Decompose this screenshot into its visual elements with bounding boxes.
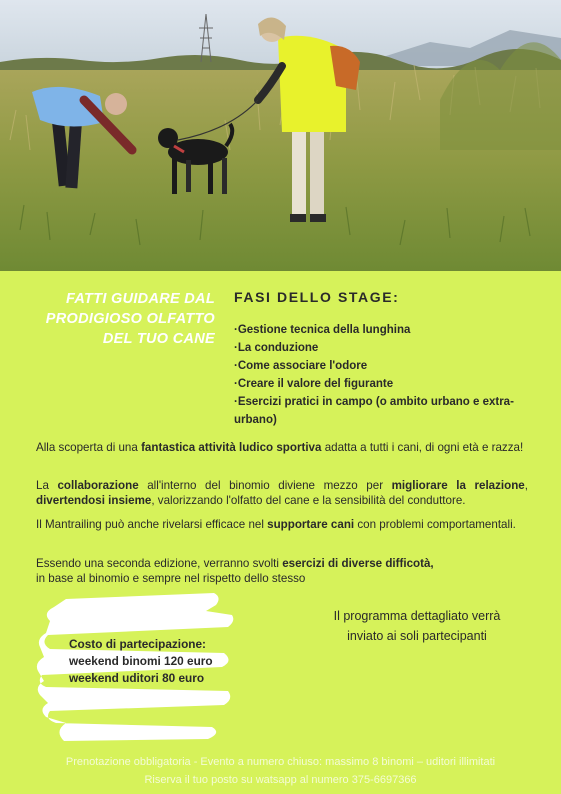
intro-paragraph xyxy=(36,441,528,456)
text-span: , xyxy=(524,479,528,492)
program-line: Il programma dettagliato verrà xyxy=(333,609,501,623)
text-span: con problemi comportamentali. xyxy=(354,518,516,531)
cost-title: Costo di partecipazione: xyxy=(69,637,206,651)
tagline-line: FATTI GUIDARE DAL xyxy=(65,291,215,307)
cost-text xyxy=(69,636,213,687)
phases-title: FASI DELLO STAGE: xyxy=(234,289,400,305)
collaboration-paragraph xyxy=(36,479,528,508)
text-span: La xyxy=(36,479,58,492)
phase-item: ·Esercizi pratici in campo (o ambito urbano e extra-urbano) xyxy=(234,396,514,426)
program-note xyxy=(306,606,528,646)
cost-line: weekend uditori 80 euro xyxy=(69,671,205,685)
text-bold: divertendosi insieme xyxy=(36,493,152,507)
field-photo-illustration xyxy=(0,0,561,271)
phases-section xyxy=(234,289,534,429)
text-span: Alla scoperta di una xyxy=(36,441,142,454)
content-panel xyxy=(0,271,561,794)
cost-line: weekend binomi 120 euro xyxy=(69,654,213,668)
text-span: adatta a tutti i cani, di ogni età e razza! xyxy=(321,441,524,454)
text-span: in base al binomio e sempre nel rispetto dello stesso xyxy=(36,571,306,585)
phase-item: ·Gestione tecnica della lunghina xyxy=(234,324,411,336)
text-bold: supportare cani xyxy=(267,518,355,531)
tagline xyxy=(20,289,215,349)
phase-item: ·La conduzione xyxy=(234,342,319,354)
footer-line: Riserva il tuo posto su watsapp al numero 375-6697366 xyxy=(144,774,417,786)
phase-list xyxy=(234,321,534,429)
text-bold: migliorare la relazione xyxy=(391,479,525,492)
text-span: Il Mantrailing può anche rivelarsi efficace nel xyxy=(36,518,268,531)
text-span: , valorizzando l'olfatto del cane e la sensibilità del conduttore. xyxy=(151,493,466,507)
cost-box xyxy=(36,591,236,741)
text-span: all'interno del binomio diviene mezzo per xyxy=(138,479,392,492)
phase-item: ·Come associare l'odore xyxy=(234,360,368,372)
field-photo xyxy=(0,0,561,271)
footer xyxy=(0,753,561,789)
footer-line: Prenotazione obbligatoria - Evento a numero chiuso: massimo 8 binomi – uditori illimitati xyxy=(65,756,496,768)
text-bold: fantastica attività ludico sportiva xyxy=(141,441,322,454)
behavior-paragraph xyxy=(36,518,528,533)
text-bold: collaborazione xyxy=(57,479,139,492)
phase-item: ·Creare il valore del figurante xyxy=(234,378,394,390)
tagline-line: PRODIGIOSO OLFATTO xyxy=(45,311,215,327)
edition-paragraph xyxy=(36,557,528,586)
tagline-line: DEL TUO CANE xyxy=(102,331,215,347)
program-line: inviato ai soli partecipanti xyxy=(347,629,487,643)
text-span: Essendo una seconda edizione, verranno svolti xyxy=(36,557,283,570)
text-bold: esercizi di diverse difficotà, xyxy=(282,557,434,570)
